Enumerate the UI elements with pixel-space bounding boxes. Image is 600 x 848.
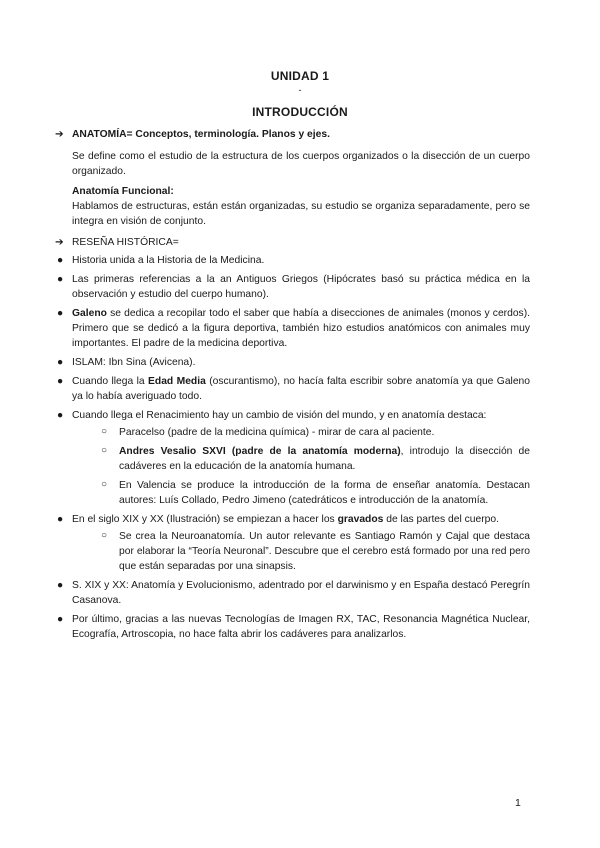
bullet-icon: ● bbox=[57, 308, 64, 319]
sub-list-item bbox=[72, 529, 530, 574]
list-item-text: se dedica a recopilar todo el saber que había a disecciones de animales (monos y cerdos). Primero que se dedicó a la figura deportiva, también hizo estudios anatómicos con animales muy importantes. El padre de la medicina deportiva. bbox=[72, 308, 530, 349]
list-item bbox=[55, 272, 530, 302]
renaissance-sub-list bbox=[72, 425, 530, 508]
list-item-text: Por último, gracias a las nuevas Tecnologías de Imagen RX, TAC, Resonancia Magnética Nuclear, Ecografía, Artroscopia, no hace falta abrir los cadáveres para analizarlos. bbox=[72, 614, 530, 640]
subsection-label: Anatomía Funcional: bbox=[72, 186, 174, 197]
illustration-sub-list bbox=[72, 529, 530, 574]
list-item-text: Cuando llega el Renacimiento hay un cambio de visión del mundo, y en anatomía destaca: bbox=[72, 410, 487, 421]
list-item-text: Las primeras referencias a la an Antiguos Griegos (Hipócrates basó su práctica médica en la observación y estudio del cuerpo humano). bbox=[72, 274, 530, 300]
sub-list-item-text: En Valencia se produce la introducción de la forma de enseñar anatomía. Destacan autores: Luís Collado, Pedro Jimeno (catedráticos e introducción de la anatomía. bbox=[119, 480, 530, 506]
list-item-text: En el siglo XIX y XX (Ilustración) se empiezan a hacer los bbox=[72, 514, 338, 525]
bullet-icon: ● bbox=[57, 255, 64, 266]
sub-list-item-text: , introdujo la disección de cadáveres en la educación de la anatomía humana. bbox=[119, 446, 530, 472]
arrow-icon: ➔ bbox=[55, 129, 64, 140]
section-heading-rest: = bbox=[172, 237, 179, 248]
bullet-icon: ● bbox=[57, 357, 64, 368]
sub-bullet-icon: ○ bbox=[101, 445, 108, 456]
list-item-text: (oscurantismo), no hacía falta escribir sobre anatomía ya que Galeno ya lo había averiguado todo. bbox=[72, 376, 531, 402]
subsection-paragraph: Hablamos de estructuras, están están organizadas, su estudio se organiza separadamente, pero se integra en visión de conjunto. bbox=[72, 201, 530, 227]
document-body bbox=[55, 127, 530, 646]
sub-list-item bbox=[72, 425, 530, 440]
bullet-icon: ● bbox=[57, 410, 64, 421]
sub-list-item-text: Se crea la Neuroanatomía. Un autor relevante es Santiago Ramón y Cajal que destaca por elaborar la “Teoría Neuronal”. Descubre que el cerebro está formado por una red pero que están separadas por una sinapsis. bbox=[119, 531, 530, 572]
list-item bbox=[55, 355, 530, 370]
list-item-text: Cuando llega la bbox=[72, 376, 149, 387]
title-separator: - bbox=[298, 85, 302, 95]
bullet-icon: ● bbox=[57, 580, 64, 591]
list-item-bold: Edad Media bbox=[148, 376, 206, 387]
list-item-text: de las partes del cuerpo. bbox=[383, 514, 499, 525]
section-heading-rest: = Conceptos, terminología. Planos y ejes. bbox=[126, 129, 330, 140]
list-item bbox=[55, 374, 530, 404]
sub-bullet-icon: ○ bbox=[101, 479, 108, 490]
sub-bullet-icon: ○ bbox=[101, 426, 108, 437]
sub-list-item bbox=[72, 444, 530, 474]
sub-list-item bbox=[72, 478, 530, 508]
page-title: INTRODUCCIÓN bbox=[252, 105, 348, 119]
list-item bbox=[55, 612, 530, 642]
section-heading-resena bbox=[55, 235, 530, 250]
bullet-icon: ● bbox=[57, 274, 64, 285]
list-item-text: S. XIX y XX: Anatomía y Evolucionismo, adentrado por el darwinismo y en España destacó Peregrín Casanova. bbox=[72, 580, 530, 606]
bullet-icon: ● bbox=[57, 614, 64, 625]
page-number: 1 bbox=[515, 797, 521, 809]
arrow-icon: ➔ bbox=[55, 237, 64, 248]
definition-paragraph: Se define como el estudio de la estructura de los cuerpos organizados o la disección de un cuerpo organizado. bbox=[72, 151, 530, 177]
list-item-bold: gravados bbox=[337, 514, 384, 525]
list-item bbox=[55, 408, 530, 508]
section-heading-bold: ANATOMÍA bbox=[72, 129, 127, 140]
section-heading-anatomia bbox=[55, 127, 530, 142]
sub-list-item-bold: Andres Vesalio SXVI (padre de la anatomía moderna) bbox=[119, 446, 401, 457]
list-item bbox=[55, 512, 530, 574]
list-item-text: ISLAM: Ibn Sina (Avicena). bbox=[72, 357, 196, 368]
bullet-icon: ● bbox=[57, 376, 64, 387]
list-item bbox=[55, 578, 530, 608]
list-item-text: Historia unida a la Historia de la Medicina. bbox=[72, 255, 265, 266]
list-item bbox=[55, 253, 530, 268]
section-heading-lead: RESEÑA HISTÓRICA bbox=[72, 237, 173, 248]
history-bullet-list bbox=[55, 253, 530, 642]
unit-label: UNIDAD 1 bbox=[270, 69, 330, 83]
list-item bbox=[55, 306, 530, 351]
bullet-icon: ● bbox=[57, 514, 64, 525]
list-item-bold: Galeno bbox=[72, 308, 107, 319]
sub-list-item-text: Paracelso (padre de la medicina química) - mirar de cara al paciente. bbox=[119, 427, 435, 438]
sub-bullet-icon: ○ bbox=[101, 530, 108, 541]
